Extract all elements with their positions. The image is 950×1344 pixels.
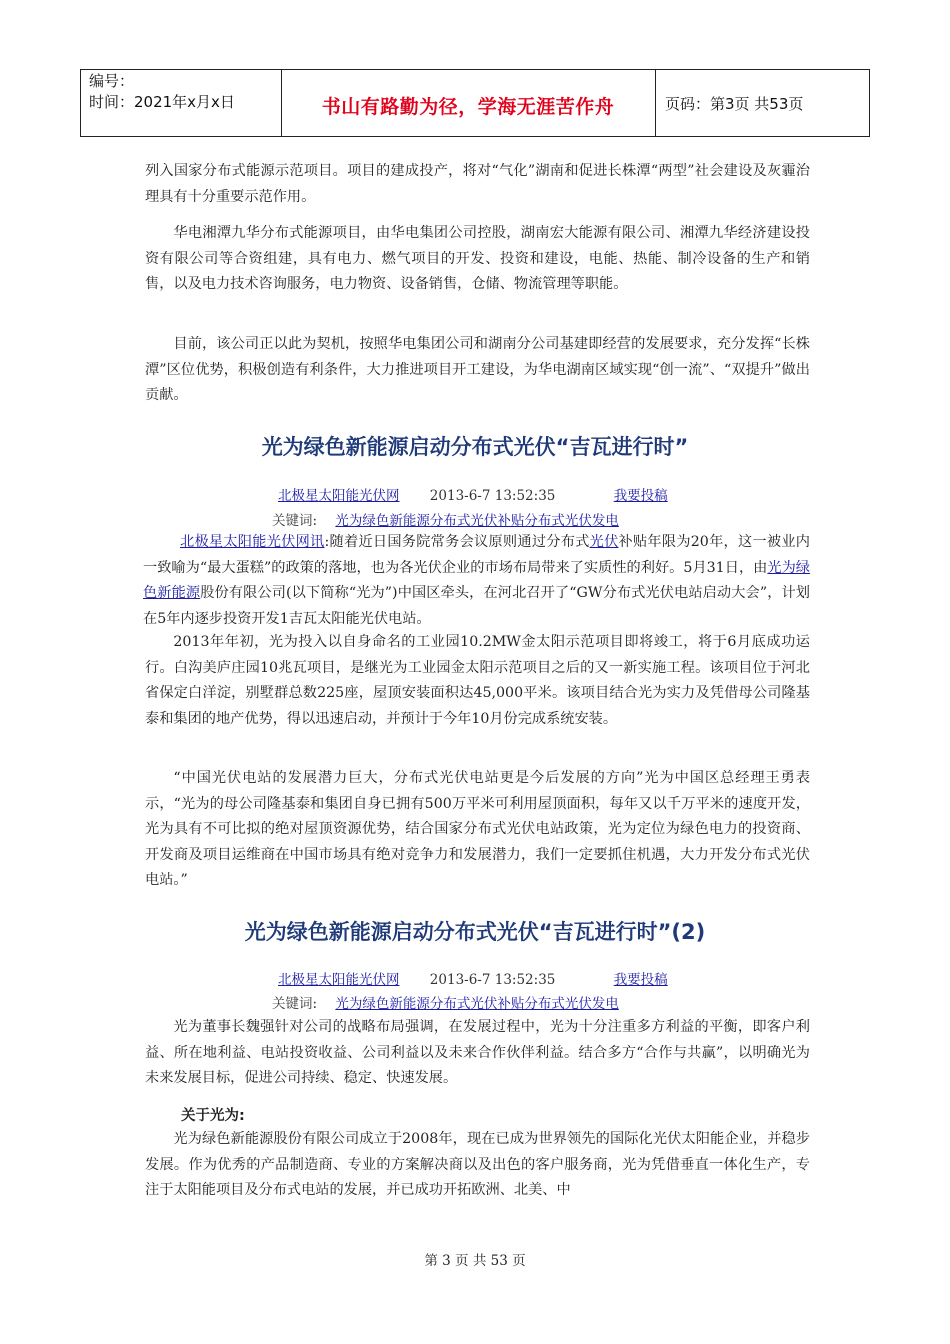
article1-keywords-label: 关键词:	[272, 513, 318, 529]
article1-date: 2013-6-7 13:52:35	[429, 488, 556, 504]
header-meta	[89, 71, 235, 113]
intro-paragraph-3	[145, 332, 810, 409]
page-footer: 第 3 页 共 53 页	[424, 1253, 526, 1269]
article2-title: 光为绿色新能源启动分布式光伏“吉瓦进行时”(2)	[244, 920, 706, 944]
header-bottom-border	[80, 136, 870, 137]
article2-keywords-label: 关键词:	[272, 996, 318, 1012]
article2-p1-text: 光为董事长魏强针对公司的战略布局强调，在发展过程中，光为十分注重多方利益的平衡，即客户利益、所在地利益、电站投资收益、公司利益以及未来合作伙伴利益。结合多方“合作与共赢”，以明确光为未来发展目标，促进公司持续、稳定、快速发展。	[145, 1019, 810, 1087]
intro-p2-text: 华电湘潭九华分布式能源项目，由华电集团公司控股，湖南宏大能源有限公司、湘潭九华经济建设投资有限公司等合资组建，具有电力、燃气项目的开发、投资和建设，电能、热能、制冷设备的生产和销售，以及电力技术咨询服务，电力物资、设备销售，仓储、物流管理等职能。	[145, 225, 810, 293]
header-top-border	[80, 69, 870, 70]
article1-p1-text3: 股份有限公司(以下简称“光为”)中国区牵头，在河北召开了“GW分布式光伏电站启动大会”，计划在5年内逐步投资开发1吉瓦太阳能光伏电站。	[143, 585, 810, 627]
article2-keywords	[272, 992, 619, 1012]
article2-paragraph-1	[145, 1015, 810, 1092]
article1-p3-text: “中国光伏电站的发展潜力巨大，分布式光伏电站更是今后发展的方向”光为中国区总经理王勇表示，“光为的母公司隆基泰和集团自身已拥有500万平米可利用屋顶面积，每年又以千万平米的速度开发，光为具有不可比拟的绝对屋顶资源优势，结合国家分布式光伏电站政策，光为定位为绿色电力的投资商、开发商及项目运维商在中国市场具有绝对竞争力和发展潜力，我们一定要抓住机遇，大力开发分布式光伏电站。”	[145, 770, 810, 889]
intro-p3-text: 目前，该公司正以此为契机，按照华电集团公司和湖南分公司基建即经营的发展要求，充分发挥“长株潭”区位优势，积极创造有利条件，大力推进项目开工建设，为华电湖南区域实现“创一流”、“双提升”做出贡献。	[145, 336, 810, 404]
article1-pv-link[interactable]: 光伏	[589, 534, 619, 550]
article1-submit-link[interactable]: 我要投稿	[613, 488, 668, 504]
article1-p1-text1: :随着近日国务院常务会议原则通过分布式	[324, 534, 590, 550]
header-motto: 书山有路勤为径，学海无涯苦作舟	[321, 96, 615, 118]
article1-title: 光为绿色新能源启动分布式光伏“吉瓦进行时”	[261, 435, 689, 459]
article1-byline	[278, 484, 668, 504]
article1-keywords	[272, 509, 619, 529]
article1-source-link[interactable]: 北极星太阳能光伏网	[278, 488, 400, 504]
article2-p2-text: 光为绿色新能源股份有限公司成立于2008年，现在已成为世界领先的国际化光伏太阳能企业，并稳步发展。作为优秀的产品制造商、专业的方案解决商以及出色的客户服务商，光为凭借垂直一体化生产，专注于太阳能项目及分布式电站的发展，并已成功开拓欧洲、北美、中	[145, 1131, 810, 1199]
article2-paragraph-2	[145, 1127, 810, 1204]
article2-source-link[interactable]: 北极星太阳能光伏网	[278, 972, 400, 988]
article2-date: 2013-6-7 13:52:35	[429, 972, 556, 988]
intro-paragraph-1	[145, 159, 810, 210]
article2-byline	[278, 968, 668, 988]
header-page-label: 页码：第3页 共53页	[665, 95, 804, 113]
article1-paragraph-3	[145, 766, 810, 894]
article1-paragraph-2	[145, 630, 810, 732]
article1-source-news-link[interactable]: 北极星太阳能光伏网讯	[180, 534, 325, 550]
header-divider-2	[655, 69, 656, 136]
intro-p1-text: 列入国家分布式能源示范项目。项目的建成投产，将对“气化”湖南和促进长株潭“两型”社会建设及灰霾治理具有十分重要示范作用。	[145, 163, 810, 205]
article1-keywords-link[interactable]: 光为绿色新能源分布式光伏补贴分布式光伏发电	[335, 513, 619, 529]
header-divider-right	[869, 69, 870, 136]
article1-p1-text2: 补贴年限为20年，这一被业内一致喻为“最大蛋糕”的政策的落地，也为各光伏企业的市场布局带来了实质性的利好。5月31日，由	[143, 534, 810, 576]
article1-paragraph-1	[145, 530, 810, 632]
header-time-label: 时间：2021年x月x日	[89, 93, 235, 111]
header-divider-left	[80, 69, 81, 136]
article2-keywords-link[interactable]: 光为绿色新能源分布式光伏补贴分布式光伏发电	[335, 996, 619, 1012]
about-heading: 关于光为:	[181, 1108, 245, 1124]
article1-company-link[interactable]: 光为绿色新能源	[143, 559, 810, 602]
header-number-label: 编号：	[89, 72, 135, 90]
article1-p2-text: 2013年年初，光为投入以自身命名的工业园10.2MW金太阳示范项目即将竣工，将于6月底成功运行。白沟美庐庄园10兆瓦项目，是继光为工业园金太阳示范项目之后的又一新实施工程。该项目位于河北省保定白洋淀，别墅群总数225座，屋顶安装面积达45,000平米。该项目结合光为实力及凭借母公司隆基泰和集团的地产优势，得以迅速启动，并预计于今年10月份完成系统安装。	[145, 634, 810, 727]
header-divider-1	[281, 69, 282, 136]
intro-paragraph-2	[145, 221, 810, 298]
article2-submit-link[interactable]: 我要投稿	[613, 972, 668, 988]
